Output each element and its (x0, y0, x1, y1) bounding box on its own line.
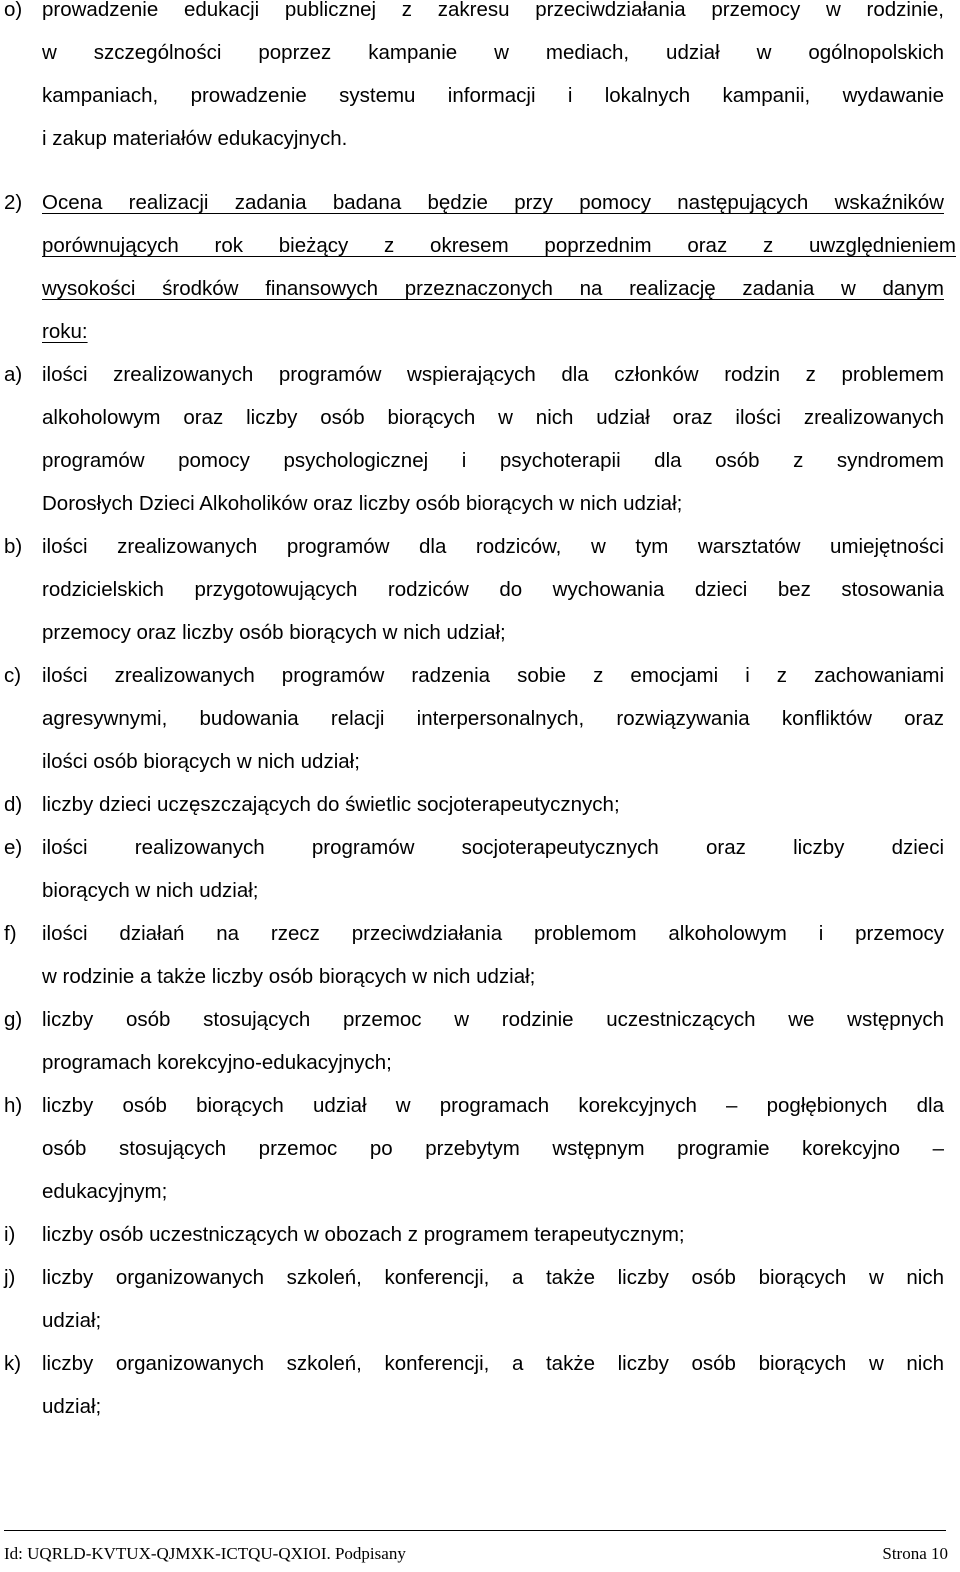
list-marker: b) (4, 535, 23, 558)
text-line-underlined: wysokości środków finansowych przeznaczonych na realizację zadania w danym (42, 277, 944, 300)
text-line: biorących w nich udział; (42, 879, 259, 902)
text-line: ilości realizowanych programów socjoterapeutycznych oraz liczby dzieci (42, 836, 944, 859)
text-line: programów pomocy psychologicznej i psychoterapii dla osób z syndromem (42, 449, 944, 472)
list-marker: f) (4, 922, 17, 945)
text-line: edukacyjnym; (42, 1180, 168, 1203)
text-line-underlined: Ocena realizacji zadania badana będzie przy pomocy następujących wskaźników (42, 191, 944, 214)
text-line: prowadzenie edukacji publicznej z zakresu przeciwdziałania przemocy w rodzinie, (42, 0, 944, 21)
list-marker: j) (4, 1266, 16, 1289)
list-marker: i) (4, 1223, 16, 1246)
list-marker: o) (4, 0, 23, 21)
text-line: przemocy oraz liczby osób biorących w nich udział; (42, 621, 506, 644)
text-line: w szczególności poprzez kampanie w mediach, udział w ogólnopolskich (42, 41, 944, 64)
text-line: programach korekcyjno-edukacyjnych; (42, 1051, 392, 1074)
footer-divider (4, 1530, 946, 1531)
text-line: alkoholowym oraz liczby osób biorących w nich udział oraz ilości zrealizowanych (42, 406, 944, 429)
text-line: liczby osób uczestniczących w obozach z programem terapeutycznym; (42, 1223, 685, 1246)
text-line: liczby organizowanych szkoleń, konferencji, a także liczby osób biorących w nich (42, 1266, 944, 1289)
list-marker: g) (4, 1008, 23, 1031)
text-line: ilości działań na rzecz przeciwdziałania problemom alkoholowym i przemocy (42, 922, 944, 945)
text-line: osób stosujących przemoc po przebytym wstępnym programie korekcyjno – (42, 1137, 944, 1160)
text-line: i zakup materiałów edukacyjnych. (42, 127, 348, 150)
text-line: udział; (42, 1395, 102, 1418)
list-marker: h) (4, 1094, 23, 1117)
list-marker: d) (4, 793, 23, 816)
text-line: agresywnymi, budowania relacji interpersonalnych, rozwiązywania konfliktów oraz (42, 707, 944, 730)
list-marker: k) (4, 1352, 22, 1375)
list-marker: a) (4, 363, 23, 386)
text-line: udział; (42, 1309, 102, 1332)
text-line-underlined: porównujących rok bieżący z okresem poprzednim oraz z uwzględnieniem (42, 234, 956, 257)
text-line: Dorosłych Dzieci Alkoholików oraz liczby osób biorących w nich udział; (42, 492, 683, 515)
text-line: ilości osób biorących w nich udział; (42, 750, 360, 773)
text-line: ilości zrealizowanych programów radzenia sobie z emocjami i z zachowaniami (42, 664, 944, 687)
text-line: liczby organizowanych szkoleń, konferencji, a także liczby osób biorących w nich (42, 1352, 944, 1375)
document-id-text: Id: UQRLD-KVTUX-QJMXK-ICTQU-QXIOI. Podpisany (4, 1544, 406, 1563)
text-line: kampaniach, prowadzenie systemu informacji i lokalnych kampanii, wydawanie (42, 84, 944, 107)
text-line: liczby dzieci uczęszczających do świetlic socjoterapeutycznych; (42, 793, 620, 816)
text-line: ilości zrealizowanych programów wspierających dla członków rodzin z problemem (42, 363, 944, 386)
list-marker: e) (4, 836, 23, 859)
text-line: ilości zrealizowanych programów dla rodziców, w tym warsztatów umiejętności (42, 535, 944, 558)
text-line-underlined: roku: (42, 320, 88, 343)
list-marker: c) (4, 664, 22, 687)
text-line: w rodzinie a także liczby osób biorących w nich udział; (42, 965, 536, 988)
page-number: Strona 10 (882, 1544, 948, 1563)
text-line: rodzicielskich przygotowujących rodziców do wychowania dzieci bez stosowania (42, 578, 944, 601)
list-marker: 2) (4, 191, 23, 214)
text-line: liczby osób stosujących przemoc w rodzinie uczestniczących we wstępnych (42, 1008, 944, 1031)
text-line: liczby osób biorących udział w programach korekcyjnych – pogłębionych dla (42, 1094, 944, 1117)
